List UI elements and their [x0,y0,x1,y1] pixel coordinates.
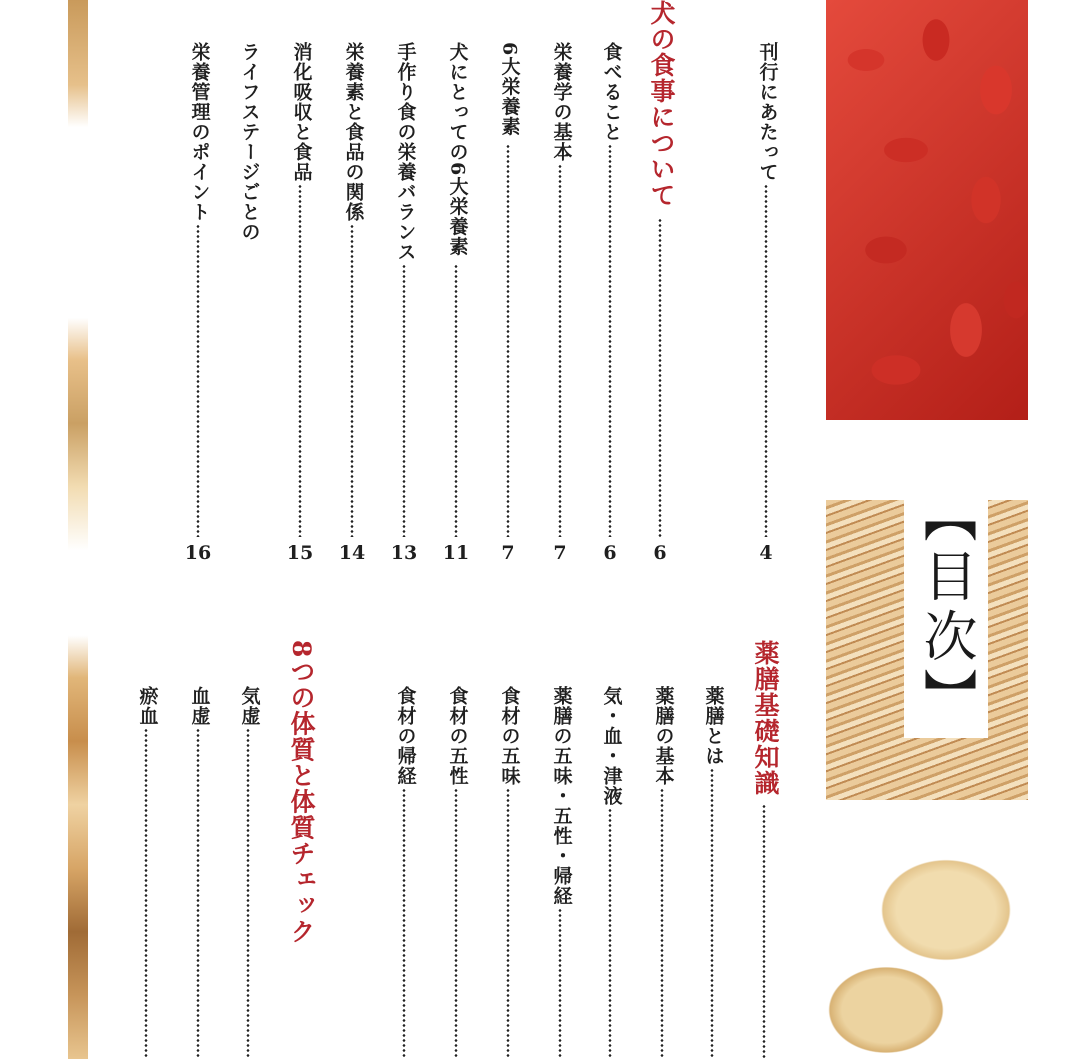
toc-entry-label: 消化吸収と食品 [290,42,313,182]
toc-leader-dots [196,728,200,1059]
toc-section-heading: 犬の食事について [647,0,676,208]
toc-entry-label: 食べること [600,42,623,142]
toc-page-number: 11 [442,542,470,564]
herb-slice-photo [826,800,1028,1059]
toc-leader-dots [402,788,406,1059]
toc-leader-dots [144,728,148,1059]
toc-leader-dots [454,788,458,1059]
toc-leader-dots [764,184,768,537]
toc-leader-dots [454,264,458,537]
toc-section-heading: 薬膳基礎知識 [751,640,780,796]
toc-entry-label: 刊行にあたって [756,42,779,182]
toc-page-number: 15 [286,542,314,564]
toc-entry-label: 薬膳とは [702,686,725,766]
goji-berry-photo [826,0,1028,420]
toc-page-number: 16 [184,542,212,564]
toc-section-heading: 8つの体質と体質チェック [287,640,316,945]
toc-entry-label: 食材の五味 [498,686,521,786]
toc-entry-label: 6大栄養素 [498,42,521,137]
toc-entry-label: 栄養管理のポイント [188,42,211,222]
toc-page-number: 4 [759,542,773,564]
toc-entry-label: 栄養素と食品の関係 [342,42,365,222]
toc-leader-dots [658,218,662,537]
toc-entry-label: 栄養学の基本 [550,42,573,162]
toc-entry-label: 血虚 [188,686,211,726]
toc-entry-label: 薬膳の五味・五性・帰経 [550,686,573,906]
toc-entry-label: 犬にとっての6大栄養素 [446,42,469,257]
toc-entry-label: 食材の五性 [446,686,469,786]
toc-leader-dots [506,788,510,1059]
toc-page-number: 13 [390,542,418,564]
toc-entry-label: 手作り食の栄養バランス [394,42,417,262]
toc-leader-dots [350,224,354,537]
toc-leader-dots [246,728,250,1059]
toc-leader-dots [558,908,562,1059]
toc-page-number: 7 [553,542,567,564]
toc-leader-dots [298,184,302,537]
toc-leader-dots [660,788,664,1059]
toc-title: 【目次】 [904,478,988,738]
toc-page-number: 7 [501,542,515,564]
toc-page-number: 6 [603,542,617,564]
toc-leader-dots [196,224,200,537]
toc-entry-label: 食材の帰経 [394,686,417,786]
toc-leader-dots [762,804,766,1059]
toc-leader-dots [506,144,510,537]
toc-entry-label: 気虚 [238,686,261,726]
toc-entry-label: 薬膳の基本 [652,686,675,786]
toc-page-number: 6 [653,542,667,564]
toc-page-number: 14 [338,542,366,564]
toc-leader-dots [608,144,612,537]
toc-leader-dots [558,164,562,537]
toc-entry-label: ライフステージごとの [238,42,261,242]
toc-leader-dots [608,808,612,1059]
toc-entry-label: 気・血・津液 [600,686,623,806]
toc-leader-dots [710,768,714,1059]
left-photo-strip [68,0,88,1059]
toc-leader-dots [402,264,406,537]
toc-entry-label: 瘀血 [136,686,159,726]
